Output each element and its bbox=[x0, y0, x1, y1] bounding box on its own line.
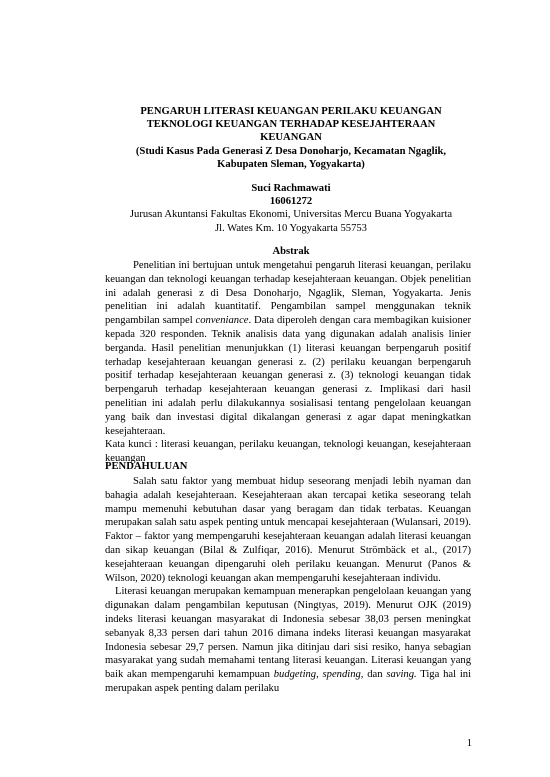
abstract-italic-term: conveniance bbox=[195, 315, 249, 327]
subtitle-line-1: (Studi Kasus Pada Generasi Z Desa Donoharjo, Kecamatan Ngaglik, bbox=[135, 145, 447, 157]
author-block bbox=[96, 182, 486, 235]
title-line-1: PENGARUH LITERASI KEUANGAN PERILAKU KEUANGAN bbox=[140, 106, 442, 117]
page-number: 1 bbox=[466, 738, 472, 749]
section-heading-introduction: PENDAHULUAN bbox=[105, 461, 188, 472]
author-affiliation: Jurusan Akuntansi Fakultas Ekonomi, Universitas Mercu Buana Yogyakarta bbox=[129, 209, 453, 221]
title-line-3: KEUANGAN bbox=[260, 132, 322, 144]
introduction-body bbox=[105, 475, 471, 696]
intro-p2-text-3: Tiga hal ini merupakan aspek penting dalam perilaku bbox=[105, 669, 472, 694]
author-id: 16061272 bbox=[269, 196, 313, 208]
author-name: Suci Rachmawati bbox=[251, 183, 331, 194]
abstract-keywords: Kata kunci : literasi keuangan, perilaku keuangan, teknologi keuangan, kesejahteraan keuangan bbox=[105, 439, 471, 465]
intro-p2-text-1: Literasi keuangan merupakan kemampuan menerapkan pengelolaan keuangan yang digunakan dalam pengambilan keputusan (Ningtyas, 2019). Menurut OJK (2019) indeks literasi keuangan masyarakat di Indonesia sebesar 38,03 persen meningkat sebanyak 8,33 persen dari tahun 2016 dimana indeks literasi keuangan masyarakat Indonesia sebesar 29,7 persen. Namun jika ditinjau dari sisi resiko, hanya sebagian masyarakat yang sudah memahami tentang literasi keuangan. Literasi keuangan yang baik akan mempengaruhi kemampuan bbox=[105, 586, 471, 681]
intro-p2-text-2: dan bbox=[363, 669, 387, 681]
intro-p2-italic-2: saving. bbox=[386, 669, 417, 681]
abstract-text-2: . Data diperoleh dengan cara membagikan kuisioner kepada 320 responden. Teknik analisis data yang digunakan adalah analisis linier berganda. Hasil penelitian menunjukkan (1) literasi keuangan berpengaruh positif terhadap kesejahteraan keuangan generasi z. (2) perilaku keuangan berpengaruh positif terhadap kesejahteraan keuangan generasi z. (3) teknologi keuangan tidak berpengaruh terhadap kesejahteraan keuangan generasi z. Implikasi dari hasil penelitian ini adalah perlu dilakukannya sosialisasi tentang pengelolaan keuangan yang baik dan investasi digital dikalangan generasi z agar dapat meningkatkan kesejahteraan. bbox=[105, 315, 471, 437]
author-address: Jl. Wates Km. 10 Yogyakarta 55753 bbox=[215, 222, 367, 234]
abstract-paragraph bbox=[105, 259, 471, 438]
introduction-paragraph-2 bbox=[105, 585, 471, 695]
paper-title bbox=[96, 105, 486, 171]
intro-p2-italic-1: budgeting, spending, bbox=[273, 669, 364, 681]
title-line-2: TEKNOLOGI KEUANGAN TERHADAP KESEJAHTERAAN bbox=[146, 119, 436, 131]
introduction-paragraph-1: Salah satu faktor yang membuat hidup seseorang menjadi lebih nyaman dan bahagia adalah kesejahteraan. Kesejahteraan akan tercapai ketika seseorang telah mampu memenuhi kebutuhan dasar yang beragam dan tidak terbatas. Keuangan merupakan salah satu aspek penting untuk mencapai kesejahteraan (Wulansari, 2019). Faktor – faktor yang mempengaruhi kesejahteraan keuangan adalah literasi keuangan dan sikap keuangan (Bilal & Zulfiqar, 2016). Menurut Strömbäck et al., (2017) kesejahteraan keuangan dipengaruhi oleh perilaku keuangan. Menurut (Panos & Wilson, 2020) teknologi keuangan akan mempengaruhi kesejahteraan individu. bbox=[105, 476, 471, 584]
abstract-heading: Abstrak bbox=[272, 246, 310, 257]
subtitle-line-2: Kabupaten Sleman, Yogyakarta) bbox=[217, 158, 365, 170]
abstract-body bbox=[105, 259, 471, 466]
abstract-text-1: Penelitian ini bertujuan untuk mengetahui pengaruh literasi keuangan, perilaku keuangan dan teknologi keuangan terhadap kesejahteraan keuangan. Objek penelitian ini adalah generasi z di Desa Donoharjo, Ngaglik, Sleman, Yogyakarta. Jenis penelitian ini adalah kuantitatif. Pengambilan sampel menggunakan teknik pengambilan sampel bbox=[105, 260, 471, 327]
